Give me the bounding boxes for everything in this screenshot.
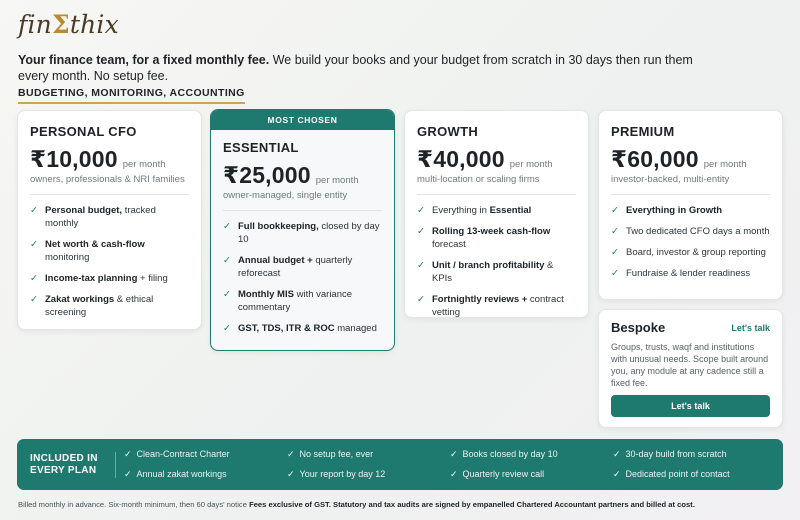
feature-bold: Annual budget +	[238, 255, 313, 266]
check-icon: ✓	[30, 294, 38, 305]
check-icon: ✓	[611, 205, 619, 216]
feature-text	[45, 204, 189, 230]
feature-item	[417, 293, 576, 319]
check-icon: ✓	[287, 469, 295, 479]
included-item	[124, 449, 287, 460]
brand-logo[interactable]	[18, 10, 119, 39]
feature-item	[30, 293, 189, 319]
feature-bold: Zakat workings	[45, 294, 115, 305]
included-divider	[115, 452, 116, 478]
feature-rest: with variance commentary	[238, 289, 353, 313]
plan-name: GROWTH	[417, 124, 479, 139]
feature-text	[238, 254, 382, 280]
included-item-label: 30-day build from scratch	[625, 449, 727, 459]
check-icon: ✓	[450, 469, 458, 479]
included-item-label: Quarterly review call	[462, 469, 545, 479]
included-item-label: No setup fee, ever	[299, 449, 374, 459]
logo-text-post: thix	[69, 10, 119, 39]
feature-rest: managed	[334, 323, 377, 334]
included-item	[613, 469, 776, 480]
included-item-label: Clean-Contract Charter	[136, 449, 230, 459]
feature-text	[45, 293, 189, 319]
plan-divider	[30, 194, 189, 195]
included-item-label: Books closed by day 10	[462, 449, 558, 459]
included-item-label: Your report by day 12	[299, 469, 386, 479]
plan-audience: owners, professionals & NRI families	[30, 174, 185, 185]
plan-name: PREMIUM	[611, 124, 675, 139]
footer-bold: Fees exclusive of GST. Statutory and tax audits are signed by empanelled Chartered Accountant partners and billed at cost.	[249, 500, 695, 509]
feature-rest: contract vetting	[432, 294, 564, 318]
check-icon: ✓	[611, 247, 619, 258]
feature-text	[432, 204, 531, 217]
intro-bold: Your finance team, for a fixed monthly fee.	[18, 53, 270, 67]
feature-item	[223, 288, 382, 314]
check-icon: ✓	[223, 323, 231, 334]
feature-text	[45, 272, 168, 285]
price-period: per month	[315, 175, 359, 186]
price-row	[611, 146, 770, 173]
feature-text	[432, 225, 576, 251]
included-item-label: Dedicated point of contact	[625, 469, 730, 479]
price-row	[223, 162, 382, 189]
bespoke-lets-talk-link[interactable]: Let's talk	[731, 322, 770, 333]
feature-item	[223, 254, 382, 280]
feature-bold: Income-tax planning	[45, 273, 138, 284]
plan-divider	[223, 210, 382, 211]
plan-card	[17, 110, 202, 330]
check-icon: ✓	[613, 469, 621, 479]
included-title	[17, 453, 115, 477]
feature-item	[30, 238, 189, 264]
feature-rest: quarterly reforecast	[238, 255, 353, 279]
feature-text	[626, 246, 766, 259]
tagline: BUDGETING, MONITORING, ACCOUNTING	[18, 87, 245, 104]
check-icon: ✓	[613, 449, 621, 459]
included-item	[450, 469, 613, 480]
check-icon: ✓	[417, 205, 425, 216]
feature-bold: Unit / branch profitability	[432, 260, 545, 271]
plan-audience: owner-managed, single entity	[223, 190, 348, 201]
check-icon: ✓	[417, 226, 425, 237]
feature-rest: tracked monthly	[45, 205, 156, 229]
feature-bold: Fortnightly reviews +	[432, 294, 528, 305]
lets-talk-button[interactable]: Let's talk	[611, 395, 770, 417]
plan-card	[598, 110, 783, 300]
feature-item	[417, 225, 576, 251]
price-row	[30, 146, 189, 173]
feature-list	[611, 204, 770, 280]
check-icon: ✓	[30, 239, 38, 250]
plan-card	[210, 109, 395, 351]
included-banner	[17, 439, 783, 490]
included-title-line2: EVERY PLAN	[30, 464, 97, 476]
logo-text-pre: fin	[18, 10, 52, 39]
feature-list	[30, 204, 189, 319]
check-icon: ✓	[223, 221, 231, 232]
included-item	[287, 469, 450, 480]
feature-item	[30, 204, 189, 230]
check-icon: ✓	[450, 449, 458, 459]
included-item-label: Annual zakat workings	[136, 469, 227, 479]
check-icon: ✓	[124, 449, 132, 459]
feature-item	[223, 322, 382, 335]
plan-price: ₹10,000	[30, 146, 118, 172]
intro-rest: We build your books and your budget from scratch in 30 days then run them every month. No setup fee.	[18, 53, 693, 83]
included-grid	[124, 449, 783, 480]
feature-rest: + filing	[137, 273, 168, 284]
plan-price: ₹25,000	[223, 162, 311, 188]
feature-text	[238, 322, 377, 335]
feature-rest: Two dedicated CFO days a month	[626, 226, 770, 237]
feature-rest: closed by day 10	[238, 221, 380, 245]
feature-bold-after: Essential	[489, 205, 532, 216]
included-title-line1: INCLUDED IN	[30, 452, 98, 464]
feature-bold: Net worth & cash-flow	[45, 239, 145, 250]
check-icon: ✓	[223, 289, 231, 300]
included-item	[287, 449, 450, 460]
price-row	[417, 146, 576, 173]
bespoke-description: Groups, trusts, waqf and institutions with unusual needs. Scope built around you, any module at any cadence still a fixed fee.	[611, 342, 769, 388]
plan-divider	[417, 194, 576, 195]
feature-text	[626, 225, 770, 238]
feature-bold: Personal budget,	[45, 205, 123, 216]
feature-list	[223, 220, 382, 335]
feature-text	[432, 293, 576, 319]
feature-text	[238, 220, 382, 246]
feature-item	[30, 272, 189, 285]
most-chosen-badge: MOST CHOSEN	[211, 110, 394, 130]
feature-list	[417, 204, 576, 319]
bespoke-title: Bespoke	[611, 320, 666, 335]
plan-price: ₹40,000	[417, 146, 505, 172]
feature-item	[611, 246, 770, 259]
footer-text: Billed monthly in advance. Six-month minimum, then 60 days' notice	[18, 500, 250, 509]
feature-bold: Rolling 13-week cash-flow	[432, 226, 551, 237]
feature-bold: Monthly MIS	[238, 289, 294, 300]
bespoke-card	[598, 309, 783, 428]
plan-price: ₹60,000	[611, 146, 699, 172]
feature-text	[238, 288, 382, 314]
price-period: per month	[122, 159, 166, 170]
included-item	[450, 449, 613, 460]
check-icon: ✓	[30, 273, 38, 284]
feature-rest: & KPIs	[432, 260, 554, 284]
feature-rest: & ethical screening	[45, 294, 154, 318]
plan-audience: investor-backed, multi-entity	[611, 174, 730, 185]
included-item	[613, 449, 776, 460]
feature-bold: GST, TDS, ITR & ROC	[238, 323, 335, 334]
feature-rest: Fundraise & lender readiness	[626, 268, 751, 279]
check-icon: ✓	[611, 226, 619, 237]
check-icon: ✓	[223, 255, 231, 266]
check-icon: ✓	[124, 469, 132, 479]
check-icon: ✓	[417, 294, 425, 305]
included-item	[124, 469, 287, 480]
price-period: per month	[703, 159, 747, 170]
check-icon: ✓	[287, 449, 295, 459]
plan-card	[404, 110, 589, 318]
feature-item	[611, 204, 770, 217]
feature-item	[611, 225, 770, 238]
feature-text	[626, 204, 722, 217]
feature-rest: monitoring	[45, 252, 90, 263]
feature-item	[417, 204, 576, 217]
check-icon: ✓	[417, 260, 425, 271]
plan-name: PERSONAL CFO	[30, 124, 137, 139]
feature-bold: Everything in Growth	[626, 205, 723, 216]
feature-text	[626, 267, 750, 280]
logo-sigma: Σ	[51, 10, 70, 39]
check-icon: ✓	[611, 268, 619, 279]
feature-text	[432, 259, 576, 285]
bespoke-header	[611, 320, 770, 335]
feature-item	[223, 220, 382, 246]
feature-item	[417, 259, 576, 285]
plan-divider	[611, 194, 770, 195]
price-period: per month	[509, 159, 553, 170]
feature-item	[611, 267, 770, 280]
feature-bold: Full bookkeeping,	[238, 221, 319, 232]
plan-audience: multi-location or scaling firms	[417, 174, 540, 185]
footer-note	[18, 500, 788, 509]
check-icon: ✓	[30, 205, 38, 216]
feature-rest: Everything in	[432, 205, 490, 216]
feature-rest: Board, investor & group reporting	[626, 247, 766, 258]
intro-text	[18, 52, 718, 84]
feature-text	[45, 238, 189, 264]
feature-rest: forecast	[432, 239, 466, 250]
plan-name: ESSENTIAL	[223, 140, 299, 155]
